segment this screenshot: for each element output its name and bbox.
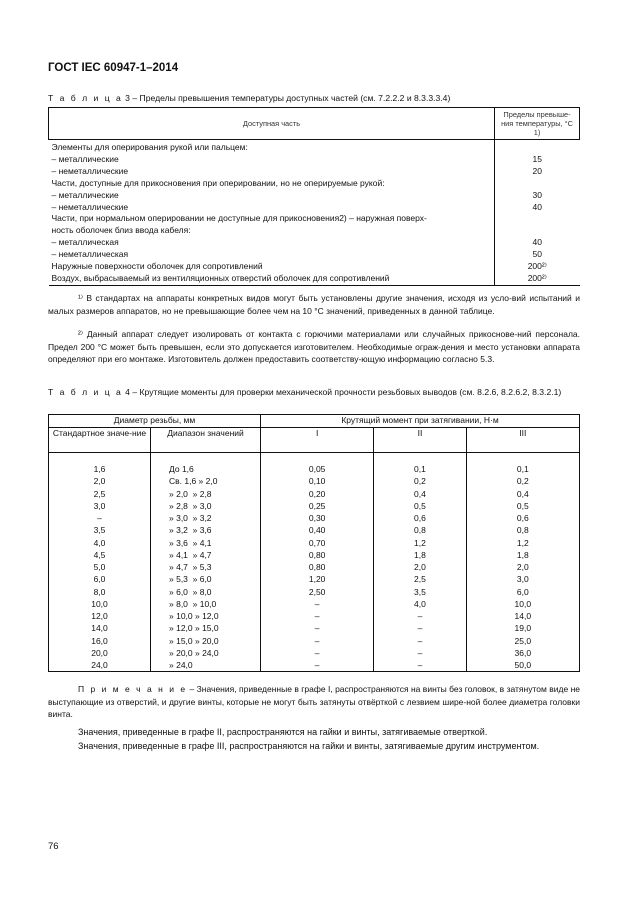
table4-caption: [48, 387, 580, 398]
table4-cell-torque-I: –: [261, 598, 374, 610]
paragraph-graph-II: Значения, приведенные в графе II, распространяются на гайки и винты, затягиваемые отверткой.: [78, 727, 488, 737]
table4-cell-standard: 16,0: [49, 635, 151, 647]
table-row: [49, 261, 580, 273]
table4: [48, 414, 580, 672]
table3-cell-limit: 200²⁾: [495, 273, 580, 285]
table3-cell-part: – металлическая: [51, 237, 119, 248]
table-row: [49, 647, 580, 659]
table4-spacer-cell: [151, 453, 261, 464]
table4-cell-torque-II: 4,0: [374, 598, 466, 610]
table4-cell-range: » 24,0: [151, 659, 261, 672]
table-row: [49, 512, 580, 524]
table3-caption: [48, 93, 450, 104]
table4-note: [48, 683, 580, 721]
table4-header-col-I: I: [261, 428, 374, 453]
table4-cell-torque-II: 0,8: [374, 524, 466, 536]
table3-cell-part: – металлические: [51, 153, 119, 164]
table4-cell-torque-III: 0,6: [466, 512, 579, 524]
table-row: [49, 500, 580, 512]
table4-cell-range: До 1,6: [151, 463, 261, 475]
table4-header-col-II: II: [374, 428, 466, 453]
table4-cell-torque-II: 3,5: [374, 586, 466, 598]
table4-cell-torque-III: 0,1: [466, 463, 579, 475]
table4-cell-range: » 3,6 » 4,1: [151, 537, 261, 549]
table3-cell-limit: [495, 140, 580, 154]
table3-cell-part: – металлические: [51, 189, 119, 200]
table3-col-part: Доступная часть: [49, 108, 495, 140]
table3-cell-limit: 20: [495, 166, 580, 178]
table3-cell-limit: [495, 178, 580, 190]
table-row: [49, 549, 580, 561]
table4-cell-standard: 14,0: [49, 622, 151, 634]
table4-cell-torque-II: 0,2: [374, 475, 466, 487]
table4-cell-standard: 1,6: [49, 463, 151, 475]
table4-cell-standard: 8,0: [49, 586, 151, 598]
table-row: [49, 213, 580, 225]
table4-cell-torque-II: 2,5: [374, 573, 466, 585]
table4-cell-torque-II: –: [374, 622, 466, 634]
table3-cell-limit: [495, 225, 580, 237]
table4-cell-torque-I: 0,05: [261, 463, 374, 475]
table-row: [49, 225, 580, 237]
table3-cell-limit: 200²⁾: [495, 261, 580, 273]
table4-cell-torque-II: 1,2: [374, 537, 466, 549]
table3-cell-limit: 15: [495, 154, 580, 166]
table4-cell-torque-I: 0,80: [261, 549, 374, 561]
table4-cell-torque-III: 36,0: [466, 647, 579, 659]
table4-cell-torque-III: 0,4: [466, 488, 579, 500]
table4-cell-torque-I: –: [261, 647, 374, 659]
table4-cell-range: » 2,8 » 3,0: [151, 500, 261, 512]
table4-header-col-III: III: [466, 428, 579, 453]
table4-cell-range: » 2,0 » 2,8: [151, 488, 261, 500]
table4-cell-torque-II: 0,5: [374, 500, 466, 512]
table4-cell-torque-III: 14,0: [466, 610, 579, 622]
table4-cell-standard: 10,0: [49, 598, 151, 610]
table3-cell-part: Наружные поверхности оболочек для сопротивлений: [51, 261, 263, 272]
table4-cell-range: Св. 1,6 » 2,0: [151, 475, 261, 487]
table-row: [49, 475, 580, 487]
table4-cell-torque-III: 0,8: [466, 524, 579, 536]
table4-cell-torque-I: –: [261, 610, 374, 622]
table3-cell-part: – неметаллические: [51, 201, 129, 212]
table4-cell-torque-II: 1,8: [374, 549, 466, 561]
table-row: [49, 140, 580, 154]
table4-cell-standard: 4,5: [49, 549, 151, 561]
table-row: [49, 659, 580, 672]
table4-spacer-cell: [374, 453, 466, 464]
table3-cell-part: ность оболочек близ ввода кабеля:: [51, 225, 191, 236]
table4-cell-torque-I: 1,20: [261, 573, 374, 585]
table4-cell-torque-II: 2,0: [374, 561, 466, 573]
table4-spacer-cell: [466, 453, 579, 464]
table4-cell-torque-III: 6,0: [466, 586, 579, 598]
table4-cell-torque-III: 1,2: [466, 537, 579, 549]
table-row: [49, 190, 580, 202]
table4-cell-range: » 4,7 » 5,3: [151, 561, 261, 573]
table4-cell-standard: 5,0: [49, 561, 151, 573]
table4-cell-range: » 6,0 » 8,0: [151, 586, 261, 598]
table-row: [49, 273, 580, 285]
table3-footnote-2: ²⁾ Данный аппарат следует изолировать от контакта с горючими материалами или случайных прикоснове-ний персонала. Предел 200 °С может быть превышен, если это допускается изготовителем. Необходимые ограж-дения и место установки аппарата определяют при его монтаже. Изготовитель должен предоставить соответству-ющую информацию согласно 5.3.: [48, 329, 580, 365]
table-row: [49, 598, 580, 610]
table-row: [49, 610, 580, 622]
table4-cell-range: » 4,1 » 4,7: [151, 549, 261, 561]
table4-header-torque: Крутящий момент при затягивании, Н·м: [261, 415, 580, 428]
table3-cell-part: Части, доступные для прикосновения при оперировании, но не оперируемые рукой:: [51, 177, 385, 188]
table4-cell-range: » 10,0 » 12,0: [151, 610, 261, 622]
paragraph-graph-III: Значения, приведенные в графе III, распространяются на гайки и винты, затягиваемые другим инструментом.: [78, 741, 540, 751]
table4-cell-range: » 8,0 » 10,0: [151, 598, 261, 610]
table3-cell-limit: 50: [495, 249, 580, 261]
table4-cell-torque-I: 0,70: [261, 537, 374, 549]
table4-cell-torque-II: –: [374, 659, 466, 672]
table4-cell-standard: 12,0: [49, 610, 151, 622]
table-row: [49, 463, 580, 475]
page-number: 76: [48, 841, 59, 852]
table4-cell-torque-I: 0,10: [261, 475, 374, 487]
table4-cell-torque-III: 1,8: [466, 549, 579, 561]
table4-cell-torque-I: 0,40: [261, 524, 374, 536]
table4-cell-torque-III: 3,0: [466, 573, 579, 585]
table4-note-text: – Значения, приведенные в графе I, распространяются на винты без головок, в затянутом виде не выступающие из отверстий, и другие винты, которые не могут быть затянуты отвёрткой с лезвием шире-ной более диаметра головки винта.: [48, 684, 580, 720]
table4-cell-torque-I: –: [261, 622, 374, 634]
table4-cell-torque-II: 0,6: [374, 512, 466, 524]
table4-cell-torque-II: 0,1: [374, 463, 466, 475]
table4-header-range: Диапазон значений: [151, 428, 261, 453]
table4-spacer-cell: [261, 453, 374, 464]
table4-cell-range: » 20,0 » 24,0: [151, 647, 261, 659]
table4-caption-text: 4 – Крутящие моменты для проверки механической прочности резьбовых выводов (см. 8.2.6, 8.2.6.2, 8.3.2.1): [122, 387, 562, 397]
table3-cell-part: – неметаллическая: [51, 249, 129, 260]
table-row: [49, 537, 580, 549]
table-row: [49, 635, 580, 647]
table4-cell-torque-I: 0,30: [261, 512, 374, 524]
table4-cell-standard: 2,5: [49, 488, 151, 500]
table-row: [49, 622, 580, 634]
table4-cell-torque-II: –: [374, 610, 466, 622]
table3-cell-limit: 40: [495, 237, 580, 249]
table4-note-prefix: П р и м е ч а н и е: [78, 684, 188, 694]
table4-cell-torque-III: 10,0: [466, 598, 579, 610]
table3-cell-limit: 40: [495, 202, 580, 214]
table3-cell-part: Части, при нормальном оперировании не доступные для прикосновения2) – наружная поверх-: [51, 213, 427, 224]
table3-cell-part: Воздух, выбрасываемый из вентиляционных отверстий оболочек для сопротивлений: [49, 273, 495, 285]
table4-spacer-row: [49, 453, 580, 464]
table-row: [49, 202, 580, 214]
table3-body: [49, 140, 580, 286]
table4-cell-torque-II: 0,4: [374, 488, 466, 500]
table-row: [49, 573, 580, 585]
table4-cell-standard: 24,0: [49, 659, 151, 672]
table-row: [49, 178, 580, 190]
table4-cell-torque-III: 0,2: [466, 475, 579, 487]
table4-cell-torque-I: 0,20: [261, 488, 374, 500]
table4-cell-standard: 3,0: [49, 500, 151, 512]
table3-footnote-1: ¹⁾ В стандартах на аппараты конкретных видов могут быть установлены другие значения, исходя из усло-вий испытаний и малых размеров аппаратов, но не превышающие более чем на 10 °С значений, приведенных в данной таблице.: [48, 293, 580, 316]
table4-cell-range: » 15,0 » 20,0: [151, 635, 261, 647]
table3-cell-part: Элементы для оперирования рукой или пальцем:: [51, 142, 248, 152]
table4-cell-range: » 3,2 » 3,6: [151, 524, 261, 536]
table3-cell-part: – неметаллические: [51, 165, 129, 176]
table4-cell-torque-I: –: [261, 635, 374, 647]
table4-cell-range: » 3,0 » 3,2: [151, 512, 261, 524]
table4-cell-torque-I: –: [261, 659, 374, 672]
table-row: [49, 166, 580, 178]
table4-cell-torque-II: –: [374, 635, 466, 647]
table4-cell-torque-I: 0,80: [261, 561, 374, 573]
table4-cell-torque-III: 50,0: [466, 659, 579, 672]
table4-body: [49, 453, 580, 672]
table4-cell-torque-III: 2,0: [466, 561, 579, 573]
table-row: [49, 237, 580, 249]
table3-caption-text: 3 – Пределы превышения температуры доступных частей (см. 7.2.2.2 и 8.3.3.3.4): [122, 93, 451, 103]
table3: [48, 107, 580, 286]
table4-cell-standard: 3,5: [49, 524, 151, 536]
table-row: [49, 524, 580, 536]
table4-cell-torque-II: –: [374, 647, 466, 659]
table4-cell-torque-III: 0,5: [466, 500, 579, 512]
table4-cell-torque-I: 0,25: [261, 500, 374, 512]
table4-cell-standard: –: [49, 512, 151, 524]
table4-cell-standard: 4,0: [49, 537, 151, 549]
table-row: [49, 586, 580, 598]
table3-cell-limit: 30: [495, 190, 580, 202]
table3-col-limit: Пределы превыше-ния температуры, °С 1): [495, 108, 580, 140]
table4-caption-prefix: Т а б л и ц а: [48, 387, 123, 397]
table4-cell-standard: 6,0: [49, 573, 151, 585]
table-row: [49, 561, 580, 573]
table4-cell-torque-I: 2,50: [261, 586, 374, 598]
table3-cell-limit: [495, 213, 580, 225]
table4-cell-range: » 12,0 » 15,0: [151, 622, 261, 634]
table4-cell-standard: 20,0: [49, 647, 151, 659]
table4-cell-standard: 2,0: [49, 475, 151, 487]
table4-spacer-cell: [49, 453, 151, 464]
table4-header-standard: Стандартное значе-ние: [49, 428, 151, 453]
table-row: [49, 249, 580, 261]
table3-caption-prefix: Т а б л и ц а: [48, 93, 123, 103]
table-row: [49, 154, 580, 166]
table4-cell-torque-III: 25,0: [466, 635, 579, 647]
document-header: ГОСТ IEC 60947-1–2014: [48, 62, 179, 74]
table4-header-diameter: Диаметр резьбы, мм: [49, 415, 261, 428]
table4-cell-range: » 5,3 » 6,0: [151, 573, 261, 585]
table-row: [49, 488, 580, 500]
table4-cell-torque-III: 19,0: [466, 622, 579, 634]
